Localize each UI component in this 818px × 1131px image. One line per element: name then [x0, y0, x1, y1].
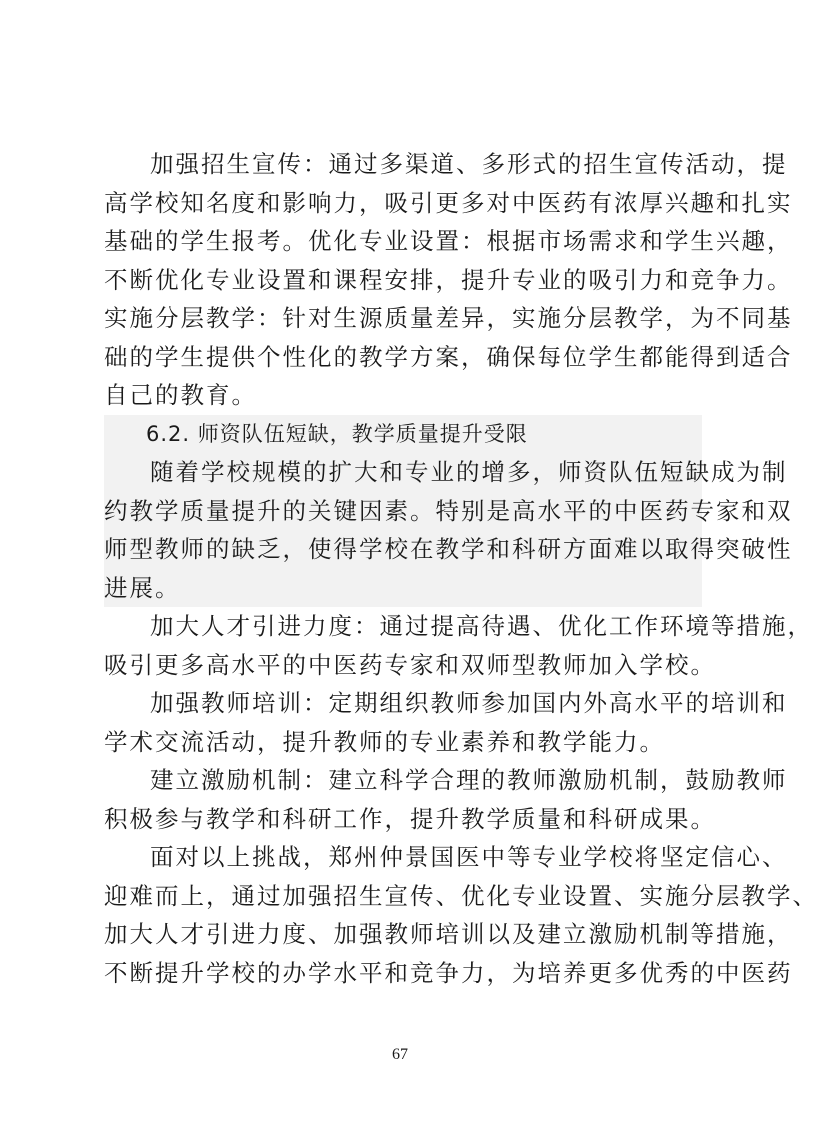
page-number: 67	[392, 1046, 408, 1063]
text-line: 加强教师培训：定期组织教师参加国内外高水平的培训和	[150, 689, 788, 717]
text-line: 面对以上挑战，郑州仲景国医中等专业学校将坚定信心、	[150, 843, 788, 871]
text-line: 随着学校规模的扩大和专业的增多，师资队伍短缺成为制	[104, 453, 702, 492]
text-line: 学术交流活动，提升教师的专业素养和教学能力。	[104, 727, 665, 756]
text-line: 不断优化专业设置和课程安排，提升专业的吸引力和竞争力。	[104, 265, 793, 294]
text-line: 进展。	[104, 569, 702, 608]
document-body	[104, 145, 818, 992]
text-line: 积极参与教学和科研工作，提升教学质量和科研成果。	[104, 804, 716, 833]
text-line: 吸引更多高水平的中医药专家和双师型教师加入学校。	[104, 650, 716, 679]
section-heading: 6.2. 师资队伍短缺，教学质量提升受限	[104, 415, 702, 454]
text-line: 建立激励机制：建立科学合理的教师激励机制，鼓励教师	[150, 766, 788, 794]
text-line: 约教学质量提升的关键因素。特别是高水平的中医药专家和双	[104, 492, 702, 531]
text-line: 迎难而上，通过加强招生宣传、优化专业设置、实施分层教学、	[104, 881, 818, 910]
text-line: 师型教师的缺乏，使得学校在教学和科研方面难以取得突破性	[104, 530, 702, 569]
text-line: 础的学生提供个性化的教学方案，确保每位学生都能得到适合	[104, 342, 793, 371]
text-line: 加大人才引进力度：通过提高待遇、优化工作环境等措施，	[150, 612, 813, 640]
text-line: 加强招生宣传：通过多渠道、多形式的招生宣传活动，提	[150, 150, 788, 178]
text-line: 高学校知名度和影响力，吸引更多对中医药有浓厚兴趣和扎实	[104, 188, 793, 217]
text-line: 实施分层教学：针对生源质量差异，实施分层教学，为不同基	[104, 304, 793, 332]
text-line: 自己的教育。	[104, 381, 257, 409]
text-line: 不断提升学校的办学水平和竞争力，为培养更多优秀的中医药	[104, 958, 793, 987]
text-line: 基础的学生报考。优化专业设置：根据市场需求和学生兴趣，	[104, 227, 793, 255]
text-line: 加大人才引进力度、加强教师培训以及建立激励机制等措施，	[104, 920, 793, 948]
